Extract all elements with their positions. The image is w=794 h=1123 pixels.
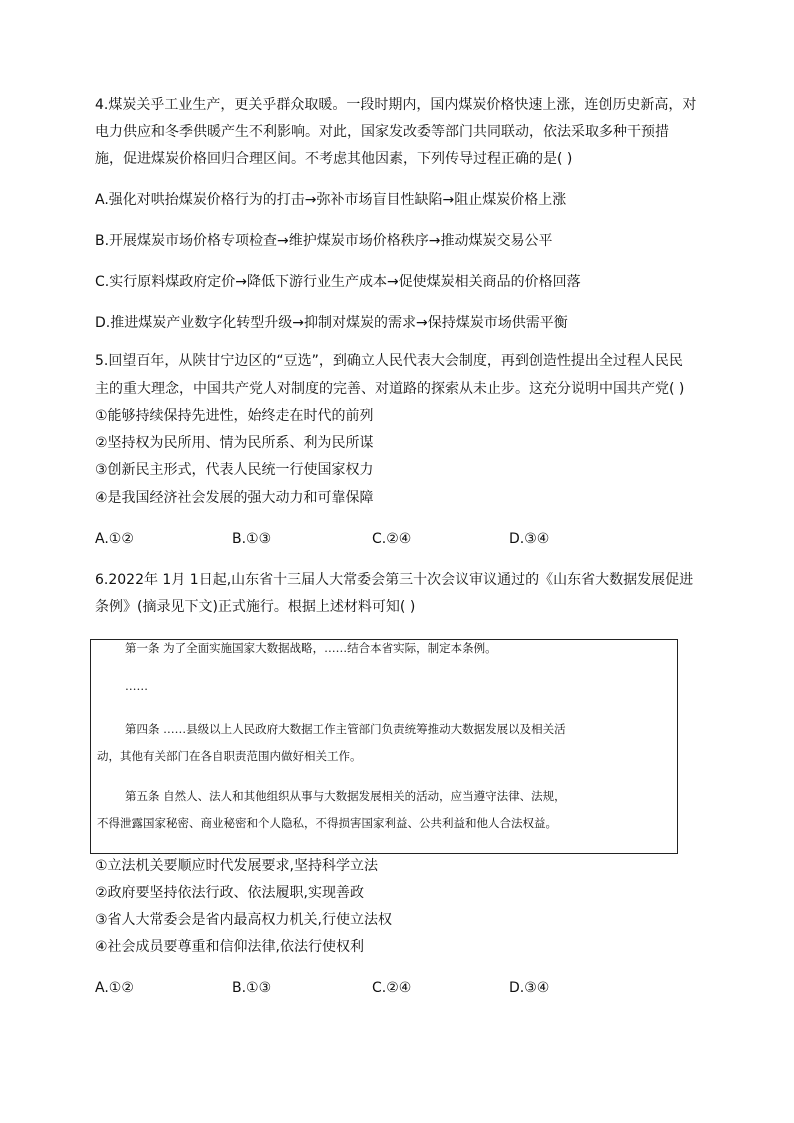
q5-choice-c: C.②④ — [372, 531, 412, 547]
q6-choice-a: A.①② — [95, 980, 134, 996]
q6-stem-line-2: 条例》(摘录见下文)正式施行。根据上述材料可知( ) — [95, 599, 416, 615]
q4-option-a: A.强化对哄抬煤炭价格行为的打击→弥补市场盲目性缺陷→阻止煤炭价格上涨 — [95, 192, 567, 208]
q4-option-b: B.开展煤炭市场价格专项检查→维护煤炭市场价格秩序→推动煤炭交易公平 — [95, 233, 553, 249]
q5-choice-a: A.①② — [95, 531, 134, 547]
law-excerpt-box — [90, 639, 678, 854]
q4-option-d: D.推进煤炭产业数字化转型升级→抑制对煤炭的需求→保持煤炭市场供需平衡 — [95, 315, 568, 331]
q5-item-4: ④是我国经济社会发展的强大动力和可靠保障 — [95, 490, 374, 506]
q5-stem-line-1: 5.回望百年，从陕甘宁边区的“豆选”，到确立人民代表大会制度，再到创造性提出全过程人民民 — [95, 353, 683, 369]
q6-item-1: ①立法机关要顺应时代发展要求,坚持科学立法 — [95, 858, 378, 874]
q6-choice-d: D.③④ — [509, 980, 550, 996]
excerpt-article-4-line-2: 动，其他有关部门在各自职责范围内做好相关工作。 — [97, 749, 362, 763]
q5-item-3: ③创新民主形式，代表人民统一行使国家权力 — [95, 462, 374, 478]
q4-stem-line-2: 电力供应和冬季供暖产生不利影响。对此，国家发改委等部门共同联动，依法采取多种干预措 — [95, 124, 669, 140]
q6-stem-line-1: 6.2022年 1月 1日起,山东省十三届人大常委会第三十次会议审议通过的《山东省大数据发展促进 — [95, 572, 694, 588]
excerpt-article-5-line-1: 第五条 自然人、法人和其他组织从事与大数据发展相关的活动，应当遵守法律、法规， — [125, 789, 566, 803]
q5-item-1: ①能够持续保持先进性，始终走在时代的前列 — [95, 408, 374, 424]
q6-item-2: ②政府要坚持依法行政、依法履职,实现善政 — [95, 885, 364, 901]
excerpt-article-4-line-1: 第四条 ……县级以上人民政府大数据工作主管部门负责统筹推动大数据发展以及相关活 — [125, 722, 566, 736]
q6-item-3: ③省人大常委会是省内最高权力机关,行使立法权 — [95, 912, 392, 928]
excerpt-article-5-line-2: 不得泄露国家秘密、商业秘密和个人隐私，不得损害国家利益、公共利益和他人合法权益。 — [97, 816, 557, 830]
q6-item-4: ④社会成员要尊重和信仰法律,依法行使权利 — [95, 939, 364, 955]
q5-stem-line-2: 主的重大理念，中国共产党人对制度的完善、对道路的探索从未止步。这充分说明中国共产党( ) — [95, 381, 685, 397]
q5-item-2: ②坚持权为民所用、情为民所系、利为民所谋 — [95, 435, 374, 451]
q4-option-c: C.实行原料煤政府定价→降低下游行业生产成本→促使煤炭相关商品的价格回落 — [95, 274, 581, 290]
q6-choice-c: C.②④ — [372, 980, 412, 996]
q5-choice-b: B.①③ — [232, 531, 272, 547]
excerpt-ellipsis: …… — [125, 679, 148, 693]
q5-choice-d: D.③④ — [509, 531, 550, 547]
q4-stem-line-3: 施，促进煤炭价格回归合理区间。不考虑其他因素，下列传导过程正确的是( ) — [95, 151, 573, 167]
excerpt-article-1: 第一条 为了全面实施国家大数据战略，……结合本省实际，制定本条例。 — [125, 641, 497, 655]
q4-stem-line-1: 4.煤炭关乎工业生产，更关乎群众取暖。一段时期内，国内煤炭价格快速上涨，连创历史新高，对 — [95, 97, 697, 113]
q6-choice-b: B.①③ — [232, 980, 272, 996]
